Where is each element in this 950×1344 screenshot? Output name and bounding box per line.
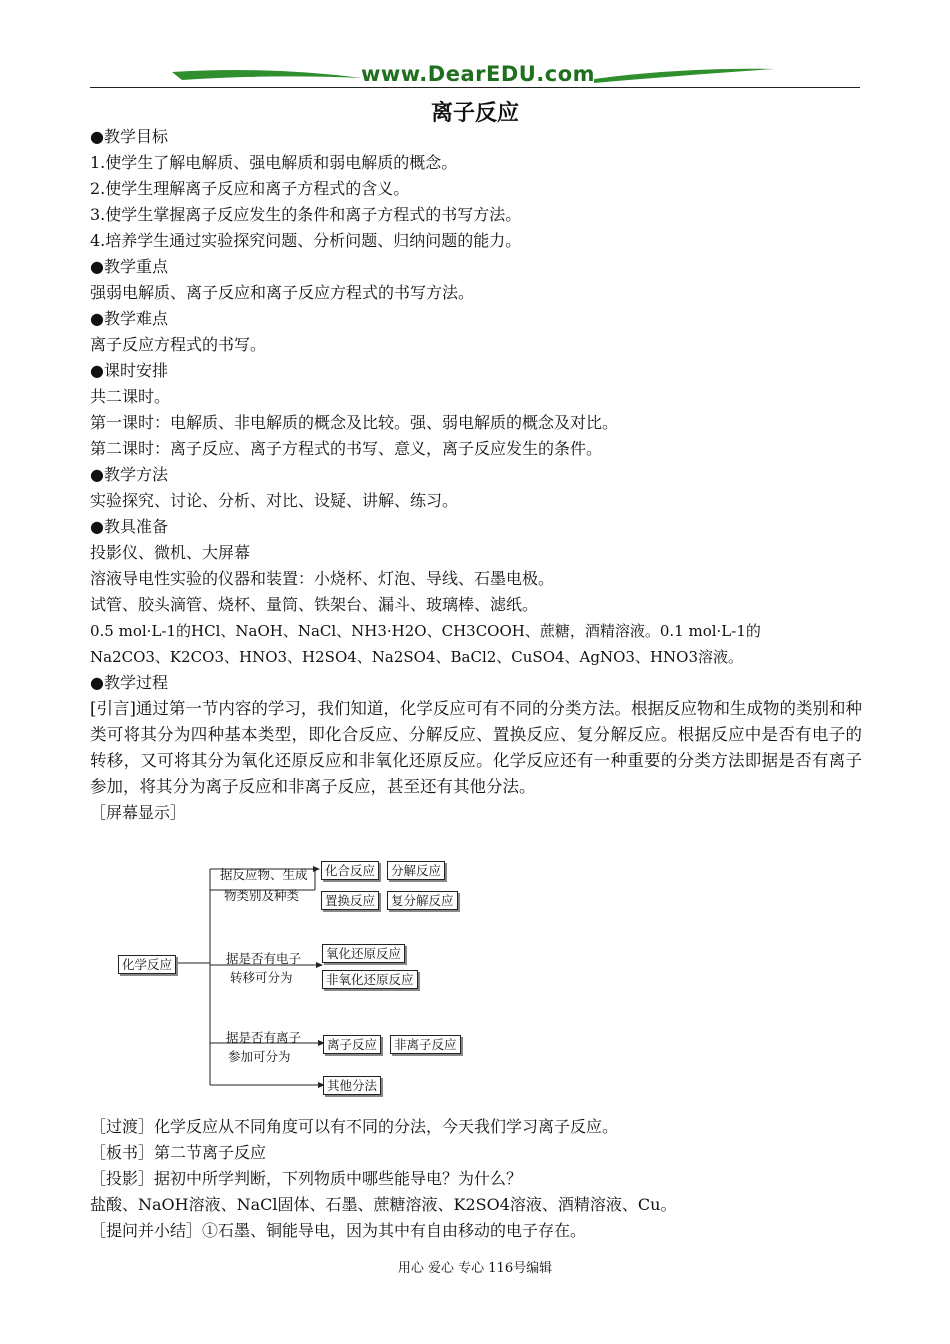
text-line: 共二课时。 [90, 387, 171, 406]
document-body [90, 124, 862, 826]
section-heading: ●教具准备 [90, 517, 168, 536]
text-line: 强弱电解质、离子反应和离子反应方程式的书写方法。 [90, 283, 475, 302]
green-swoosh-left-icon [172, 66, 362, 86]
page-title: 离子反应 [430, 101, 519, 126]
diagram-box: 复分解反应 [387, 891, 458, 910]
text-line: 第一课时：电解质、非电解质的概念及比较。强、弱电解质的概念及对比。 [90, 413, 619, 432]
document-body-continued [90, 1114, 862, 1244]
section-heading: ●教学方法 [90, 465, 168, 484]
text-line: 试管、胶头滴管、烧杯、量筒、铁架台、漏斗、玻璃棒、滤纸。 [90, 595, 539, 614]
diagram-box: 非氧化还原反应 [322, 970, 418, 989]
green-swoosh-right-icon [594, 65, 774, 85]
text-line: ［提问并小结］①石墨、铜能导电，因为其中有自由移动的电子存在。 [90, 1221, 587, 1240]
diagram-box: 分解反应 [387, 861, 445, 880]
text-line: ［投影］据初中所学判断，下列物质中哪些能导电？为什么？ [90, 1169, 523, 1188]
diagram-branch-label: 转移可分为 [230, 970, 293, 985]
text-line: 离子反应方程式的书写。 [90, 335, 267, 354]
diagram-box: 化合反应 [321, 861, 379, 880]
site-logo[interactable]: www.DearEDU.com [360, 62, 596, 86]
diagram-branch-label: 据是否有离子 [226, 1030, 302, 1045]
text-line: 盐酸、NaOH溶液、NaCl固体、石墨、蔗糖溶液、K2SO4溶液、酒精溶液、Cu。 [90, 1195, 677, 1214]
section-heading: ●教学目标 [90, 127, 168, 146]
text-line: 溶液导电性实验的仪器和装置：小烧杯、灯泡、导线、石墨电极。 [90, 569, 555, 588]
diagram-box: 离子反应 [323, 1035, 381, 1054]
diagram-branch-label: 据是否有电子 [226, 951, 302, 966]
text-line: 实验探究、讨论、分析、对比、设疑、讲解、练习。 [90, 491, 459, 510]
text-line: 第二课时：离子反应、离子方程式的书写、意义，离子反应发生的条件。 [90, 439, 603, 458]
text-line: 4.培养学生通过实验探究问题、分析问题、归纳问题的能力。 [90, 231, 522, 250]
text-line: ［过渡］化学反应从不同角度可以有不同的分法，今天我们学习离子反应。 [90, 1117, 619, 1136]
text-line: 投影仪、微机、大屏幕 [90, 543, 251, 562]
diagram-branch-label: 据反应物、生成 [220, 867, 308, 882]
text-line: 3.使学生掌握离子反应发生的条件和离子方程式的书写方法。 [90, 205, 522, 224]
header-rule [90, 87, 860, 88]
screen-label: ［屏幕显示］ [90, 803, 187, 822]
diagram-box: 非离子反应 [390, 1035, 461, 1054]
text-line: 0.5 mol·L-1的HCl、NaOH、NaCl、NH3·H2O、CH3COOH、蔗糖，酒精溶液。0.1 mol·L-1的 [90, 622, 761, 640]
diagram-branch-label: 物类别及种类 [224, 888, 300, 903]
diagram-branch-label: 参加可分为 [228, 1049, 291, 1064]
diagram-box: 其他分法 [323, 1076, 381, 1095]
reaction-classification-diagram [110, 855, 490, 1105]
text-line: 1.使学生了解电解质、强电解质和弱电解质的概念。 [90, 153, 458, 172]
diagram-box: 置换反应 [321, 891, 379, 910]
section-heading: ●教学重点 [90, 257, 168, 276]
intro-paragraph: [引言]通过第一节内容的学习，我们知道，化学反应可有不同的分类方法。根据反应物和生成物的类别和种类可将其分为四种基本类型，即化合反应、分解反应、置换反应、复分解反应。根据反应中是否有电子的转移，又可将其分为氧化还原反应和非氧化还原反应。化学反应还有一种重要的分类方法即据是否有离子参加，将其分为离子反应和非离子反应，甚至还有其他分法。 [90, 699, 862, 796]
diagram-root-box: 化学反应 [118, 955, 176, 974]
text-line: 2.使学生理解离子反应和离子方程式的含义。 [90, 179, 410, 198]
page-footer: 用心 爱心 专心 116号编辑 [397, 1261, 553, 1276]
section-heading: ●教学难点 [90, 309, 168, 328]
section-heading: ●课时安排 [90, 361, 168, 380]
section-heading: ●教学过程 [90, 673, 168, 692]
page-header [90, 58, 860, 92]
diagram-box: 氧化还原反应 [322, 944, 405, 963]
text-line: ［板书］第二节离子反应 [90, 1143, 267, 1162]
text-line: Na2CO3、K2CO3、HNO3、H2SO4、Na2SO4、BaCl2、CuSO4、AgNO3、HNO3溶液。 [90, 648, 743, 666]
